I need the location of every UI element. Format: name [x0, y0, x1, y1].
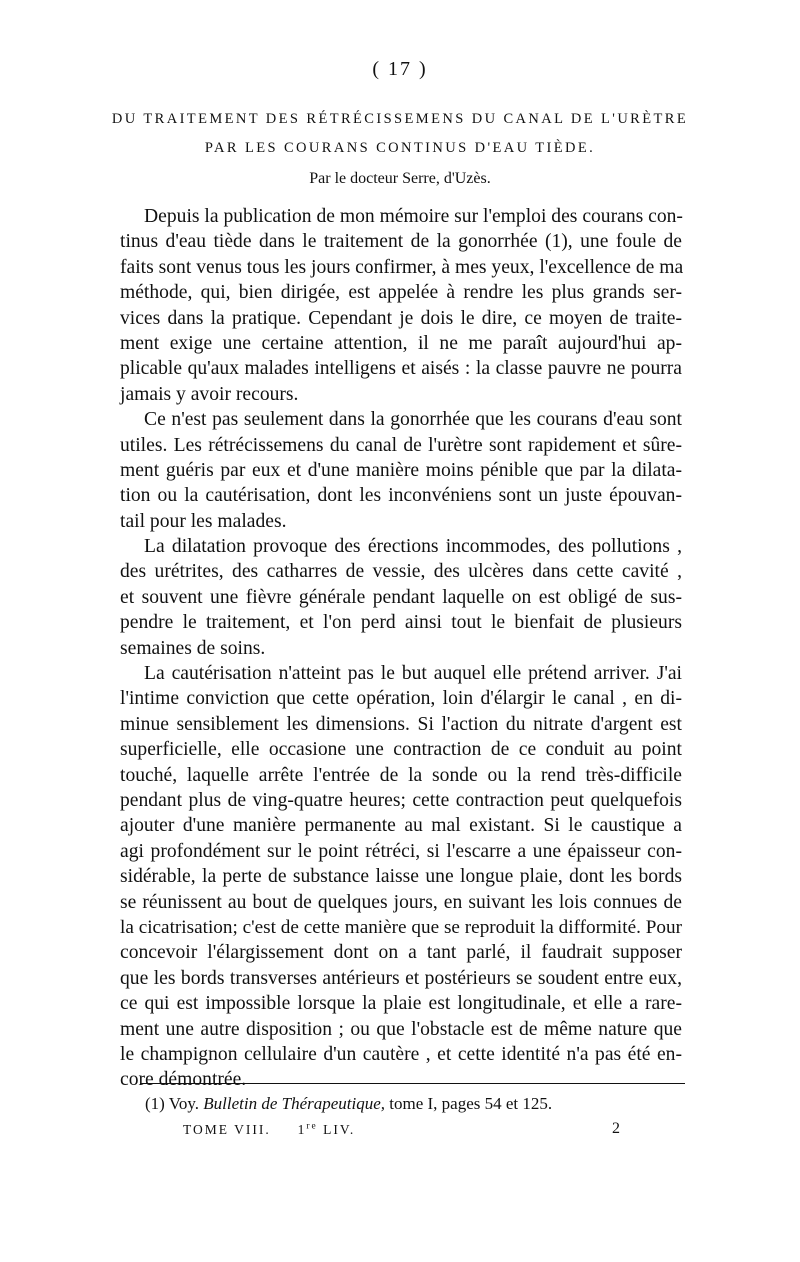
- article-title-line-2: PAR LES COURANS CONTINUS D'EAU TIÈDE.: [204, 140, 596, 156]
- footnote-reference: tome I, pages 54 et 125.: [389, 1094, 553, 1113]
- text-line: vices dans la pratique. Cependant je dois le dire, ce moyen de traite-: [120, 307, 682, 329]
- text-line: ment guéris par eux et d'une manière moins pénible que par la dilata-: [120, 459, 682, 481]
- printer-signature: [183, 1122, 623, 1138]
- text-line: utiles. Les rétrécissemens du canal de l'urètre sont rapidement et sûre-: [120, 434, 682, 456]
- text-line: Depuis la publication de mon mémoire sur l'emploi des courans con-: [144, 206, 683, 227]
- text-line: que les bords transverses antérieurs et postérieurs se soudent entre eux,: [120, 967, 682, 989]
- text-line: et souvent une fièvre générale pendant laquelle on est obligé de sus-: [120, 586, 682, 608]
- text-line: faits sont venus tous les jours confirmer, à mes yeux, l'excellence de ma: [120, 256, 684, 278]
- text-line: le champignon cellulaire d'un cautère , et cette identité n'a pas été en-: [120, 1043, 682, 1065]
- text-line: La dilatation provoque des érections incommodes, des pollutions ,: [144, 536, 682, 558]
- text-line: se réunissent au bout de quelques jours, en suivant les lois connues de: [120, 891, 682, 913]
- text-line: semaines de soins.: [120, 637, 266, 659]
- text-line: core démontrée.: [120, 1069, 247, 1091]
- text-line: minue sensiblement les dimensions. Si l'action du nitrate d'argent est: [120, 713, 682, 735]
- signature-tome: TOME VIII.: [183, 1122, 271, 1137]
- text-line: pendant plus de ving-quatre heures; cette contraction peut quelquefois: [120, 789, 682, 811]
- author-byline: Par le docteur Serre, d'Uzès.: [309, 170, 491, 187]
- article-title-line-1: DU TRAITEMENT DES RÉTRÉCISSEMENS DU CANAL DE L'URÈTRE: [111, 111, 689, 127]
- page-number: ( 17 ): [372, 58, 428, 80]
- footnote-journal-title: Bulletin de Thérapeutique,: [203, 1094, 386, 1113]
- text-line: ajouter d'une manière permanente au mal existant. Si le caustique a: [120, 815, 682, 837]
- text-line: des urétrites, des catharres de vessie, des ulcères dans cette cavité ,: [120, 561, 682, 583]
- text-line: ment une autre disposition ; ou que l'obstacle est de même nature que: [120, 1018, 682, 1040]
- signature-sheet-number: 2: [612, 1120, 620, 1137]
- text-line: Ce n'est pas seulement dans la gonorrhée que les courans d'eau sont: [144, 409, 682, 431]
- text-line: touché, laquelle arrête l'entrée de la sonde ou la rend très-difficile: [120, 764, 682, 786]
- text-line: la cicatrisation; c'est de cette manière que se reproduit la difformité. Pour: [120, 916, 682, 938]
- text-line: agi profondément sur le point rétréci, si l'escarre a une épaisseur con-: [120, 840, 682, 862]
- text-line: méthode, qui, bien dirigée, est appelée à rendre les plus grands ser-: [120, 282, 682, 304]
- signature-livraison-label: LIV.: [323, 1122, 356, 1137]
- signature-livraison-ordinal: re: [306, 1121, 318, 1132]
- footnote-divider: [140, 1083, 685, 1084]
- text-line: pendre le traitement, et l'on perd ainsi tout le bienfait de plusieurs: [120, 612, 682, 634]
- text-line: ment exige une certaine attention, il ne me paraît aujourd'hui ap-: [120, 332, 682, 354]
- text-line: La cautérisation n'atteint pas le but auquel elle prétend arriver. J'ai: [144, 663, 682, 685]
- text-line: concevoir l'élargissement dont on a tant parlé, il faudrait supposer: [120, 942, 682, 964]
- text-line: plicable qu'aux malades intelligens et aisés : la classe pauvre ne pourra: [120, 358, 682, 380]
- article-body: [120, 204, 682, 1093]
- footnote-marker: (1) Voy.: [145, 1094, 199, 1113]
- text-line: tinus d'eau tiède dans le traitement de la gonorrhée (1), une foule de: [120, 231, 682, 253]
- text-line: tail pour les malades.: [120, 510, 287, 532]
- signature-livraison-number: 1: [297, 1122, 307, 1137]
- footnote: [145, 1094, 552, 1114]
- text-line: l'intime conviction que cette opération, loin d'élargir le canal , en di-: [120, 688, 682, 710]
- text-line: tion ou la cautérisation, dont les inconvéniens sont un juste épouvan-: [120, 485, 682, 507]
- text-line: superficielle, elle occasione une contraction de ce conduit au point: [120, 739, 682, 761]
- text-line: ce qui est impossible lorsque la plaie est longitudinale, et elle a rare-: [120, 993, 682, 1015]
- text-line: sidérable, la perte de substance laisse une longue plaie, dont les bords: [120, 866, 682, 888]
- text-line: jamais y avoir recours.: [120, 383, 299, 405]
